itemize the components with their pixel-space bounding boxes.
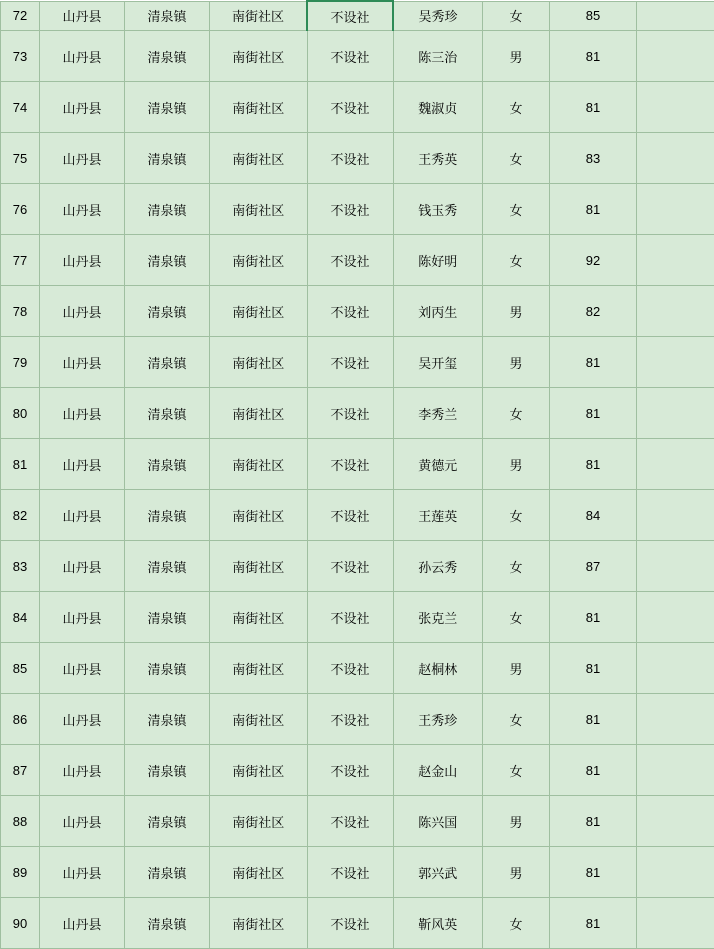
cell-village[interactable]: 南街社区	[210, 82, 308, 133]
cell-group[interactable]: 不设社	[307, 1, 393, 31]
cell-extra[interactable]	[637, 337, 714, 388]
cell-age[interactable]: 81	[550, 898, 637, 949]
cell-age[interactable]: 87	[550, 541, 637, 592]
cell-index[interactable]: 84	[1, 592, 40, 643]
cell-village[interactable]: 南街社区	[210, 235, 308, 286]
cell-extra[interactable]	[637, 1, 714, 31]
cell-group[interactable]: 不设社	[307, 694, 393, 745]
cell-name[interactable]: 黄德元	[393, 439, 483, 490]
cell-group[interactable]: 不设社	[307, 388, 393, 439]
cell-village[interactable]: 南街社区	[210, 388, 308, 439]
cell-town[interactable]: 清泉镇	[125, 745, 210, 796]
cell-village[interactable]: 南街社区	[210, 439, 308, 490]
cell-name[interactable]: 李秀兰	[393, 388, 483, 439]
cell-extra[interactable]	[637, 286, 714, 337]
cell-extra[interactable]	[637, 31, 714, 82]
cell-index[interactable]: 80	[1, 388, 40, 439]
cell-gender[interactable]: 男	[483, 286, 550, 337]
cell-group[interactable]: 不设社	[307, 31, 393, 82]
cell-county[interactable]: 山丹县	[40, 235, 125, 286]
cell-index[interactable]: 75	[1, 133, 40, 184]
cell-index[interactable]: 81	[1, 439, 40, 490]
cell-county[interactable]: 山丹县	[40, 898, 125, 949]
cell-extra[interactable]	[637, 694, 714, 745]
cell-age[interactable]: 81	[550, 796, 637, 847]
cell-age[interactable]: 81	[550, 337, 637, 388]
table-row[interactable]	[1, 337, 714, 388]
table-row[interactable]	[1, 898, 714, 949]
table-row[interactable]	[1, 82, 714, 133]
cell-age[interactable]: 81	[550, 745, 637, 796]
cell-group[interactable]: 不设社	[307, 439, 393, 490]
cell-village[interactable]: 南街社区	[210, 184, 308, 235]
cell-age[interactable]: 81	[550, 439, 637, 490]
cell-extra[interactable]	[637, 541, 714, 592]
cell-town[interactable]: 清泉镇	[125, 184, 210, 235]
table-row[interactable]	[1, 694, 714, 745]
cell-extra[interactable]	[637, 592, 714, 643]
table-row[interactable]	[1, 592, 714, 643]
cell-name[interactable]: 王秀珍	[393, 694, 483, 745]
cell-index[interactable]: 86	[1, 694, 40, 745]
cell-county[interactable]: 山丹县	[40, 847, 125, 898]
cell-name[interactable]: 钱玉秀	[393, 184, 483, 235]
cell-group[interactable]: 不设社	[307, 541, 393, 592]
cell-extra[interactable]	[637, 388, 714, 439]
cell-gender[interactable]: 男	[483, 31, 550, 82]
cell-town[interactable]: 清泉镇	[125, 337, 210, 388]
cell-town[interactable]: 清泉镇	[125, 388, 210, 439]
table-row[interactable]	[1, 133, 714, 184]
cell-gender[interactable]: 男	[483, 643, 550, 694]
cell-name[interactable]: 魏淑贞	[393, 82, 483, 133]
cell-extra[interactable]	[637, 184, 714, 235]
cell-index[interactable]: 78	[1, 286, 40, 337]
cell-village[interactable]: 南街社区	[210, 796, 308, 847]
cell-village[interactable]: 南街社区	[210, 898, 308, 949]
cell-extra[interactable]	[637, 235, 714, 286]
cell-name[interactable]: 王秀英	[393, 133, 483, 184]
table-row[interactable]	[1, 490, 714, 541]
cell-gender[interactable]: 女	[483, 745, 550, 796]
cell-extra[interactable]	[637, 133, 714, 184]
cell-index[interactable]: 83	[1, 541, 40, 592]
cell-village[interactable]: 南街社区	[210, 337, 308, 388]
cell-county[interactable]: 山丹县	[40, 745, 125, 796]
cell-village[interactable]: 南街社区	[210, 1, 308, 31]
cell-name[interactable]: 郭兴武	[393, 847, 483, 898]
cell-group[interactable]: 不设社	[307, 796, 393, 847]
cell-age[interactable]: 81	[550, 31, 637, 82]
cell-gender[interactable]: 女	[483, 694, 550, 745]
cell-gender[interactable]: 女	[483, 133, 550, 184]
cell-county[interactable]: 山丹县	[40, 694, 125, 745]
table-row[interactable]	[1, 184, 714, 235]
cell-county[interactable]: 山丹县	[40, 337, 125, 388]
cell-group[interactable]: 不设社	[307, 643, 393, 694]
table-row[interactable]	[1, 286, 714, 337]
cell-gender[interactable]: 女	[483, 235, 550, 286]
cell-town[interactable]: 清泉镇	[125, 82, 210, 133]
cell-gender[interactable]: 女	[483, 490, 550, 541]
cell-village[interactable]: 南街社区	[210, 847, 308, 898]
cell-index[interactable]: 90	[1, 898, 40, 949]
table-row[interactable]	[1, 745, 714, 796]
cell-index[interactable]: 87	[1, 745, 40, 796]
cell-village[interactable]: 南街社区	[210, 745, 308, 796]
table-row[interactable]	[1, 235, 714, 286]
cell-group[interactable]: 不设社	[307, 184, 393, 235]
cell-town[interactable]: 清泉镇	[125, 898, 210, 949]
cell-age[interactable]: 81	[550, 184, 637, 235]
cell-gender[interactable]: 女	[483, 82, 550, 133]
cell-name[interactable]: 刘丙生	[393, 286, 483, 337]
cell-index[interactable]: 76	[1, 184, 40, 235]
cell-village[interactable]: 南街社区	[210, 541, 308, 592]
cell-town[interactable]: 清泉镇	[125, 847, 210, 898]
cell-gender[interactable]: 女	[483, 541, 550, 592]
cell-name[interactable]: 吴秀珍	[393, 1, 483, 31]
cell-village[interactable]: 南街社区	[210, 286, 308, 337]
cell-name[interactable]: 陈兴国	[393, 796, 483, 847]
cell-extra[interactable]	[637, 898, 714, 949]
table-row[interactable]	[1, 541, 714, 592]
cell-town[interactable]: 清泉镇	[125, 541, 210, 592]
cell-county[interactable]: 山丹县	[40, 184, 125, 235]
cell-village[interactable]: 南街社区	[210, 31, 308, 82]
cell-county[interactable]: 山丹县	[40, 82, 125, 133]
cell-county[interactable]: 山丹县	[40, 643, 125, 694]
cell-town[interactable]: 清泉镇	[125, 643, 210, 694]
cell-name[interactable]: 赵桐林	[393, 643, 483, 694]
cell-gender[interactable]: 男	[483, 337, 550, 388]
cell-county[interactable]: 山丹县	[40, 31, 125, 82]
cell-group[interactable]: 不设社	[307, 337, 393, 388]
cell-extra[interactable]	[637, 82, 714, 133]
cell-name[interactable]: 赵金山	[393, 745, 483, 796]
cell-age[interactable]: 85	[550, 1, 637, 31]
cell-age[interactable]: 82	[550, 286, 637, 337]
cell-index[interactable]: 77	[1, 235, 40, 286]
cell-gender[interactable]: 女	[483, 592, 550, 643]
cell-index[interactable]: 79	[1, 337, 40, 388]
table-row[interactable]	[1, 643, 714, 694]
cell-name[interactable]: 靳风英	[393, 898, 483, 949]
cell-county[interactable]: 山丹县	[40, 388, 125, 439]
cell-county[interactable]: 山丹县	[40, 541, 125, 592]
cell-group[interactable]: 不设社	[307, 490, 393, 541]
cell-group[interactable]: 不设社	[307, 847, 393, 898]
cell-gender[interactable]: 女	[483, 1, 550, 31]
cell-extra[interactable]	[637, 490, 714, 541]
cell-group[interactable]: 不设社	[307, 592, 393, 643]
cell-extra[interactable]	[637, 796, 714, 847]
cell-village[interactable]: 南街社区	[210, 490, 308, 541]
cell-town[interactable]: 清泉镇	[125, 133, 210, 184]
cell-group[interactable]: 不设社	[307, 745, 393, 796]
table-row[interactable]	[1, 388, 714, 439]
cell-index[interactable]: 82	[1, 490, 40, 541]
cell-index[interactable]: 73	[1, 31, 40, 82]
cell-extra[interactable]	[637, 847, 714, 898]
cell-town[interactable]: 清泉镇	[125, 439, 210, 490]
cell-extra[interactable]	[637, 745, 714, 796]
cell-town[interactable]: 清泉镇	[125, 286, 210, 337]
cell-village[interactable]: 南街社区	[210, 643, 308, 694]
table-row[interactable]	[1, 31, 714, 82]
cell-extra[interactable]	[637, 643, 714, 694]
table-row[interactable]	[1, 439, 714, 490]
cell-town[interactable]: 清泉镇	[125, 796, 210, 847]
cell-group[interactable]: 不设社	[307, 82, 393, 133]
cell-age[interactable]: 81	[550, 643, 637, 694]
cell-age[interactable]: 92	[550, 235, 637, 286]
cell-name[interactable]: 王莲英	[393, 490, 483, 541]
cell-town[interactable]: 清泉镇	[125, 31, 210, 82]
cell-town[interactable]: 清泉镇	[125, 235, 210, 286]
cell-village[interactable]: 南街社区	[210, 694, 308, 745]
cell-gender[interactable]: 女	[483, 898, 550, 949]
cell-extra[interactable]	[637, 439, 714, 490]
cell-county[interactable]: 山丹县	[40, 133, 125, 184]
cell-county[interactable]: 山丹县	[40, 286, 125, 337]
cell-age[interactable]: 81	[550, 388, 637, 439]
cell-county[interactable]: 山丹县	[40, 439, 125, 490]
cell-county[interactable]: 山丹县	[40, 1, 125, 31]
table-body	[1, 1, 714, 949]
table-row[interactable]	[1, 847, 714, 898]
cell-gender[interactable]: 男	[483, 796, 550, 847]
cell-town[interactable]: 清泉镇	[125, 1, 210, 31]
cell-name[interactable]: 吴开玺	[393, 337, 483, 388]
cell-age[interactable]: 84	[550, 490, 637, 541]
cell-name[interactable]: 陈三治	[393, 31, 483, 82]
cell-name[interactable]: 张克兰	[393, 592, 483, 643]
cell-county[interactable]: 山丹县	[40, 490, 125, 541]
cell-index[interactable]: 85	[1, 643, 40, 694]
cell-group[interactable]: 不设社	[307, 286, 393, 337]
cell-town[interactable]: 清泉镇	[125, 592, 210, 643]
cell-group[interactable]: 不设社	[307, 235, 393, 286]
cell-age[interactable]: 81	[550, 82, 637, 133]
cell-index[interactable]: 89	[1, 847, 40, 898]
cell-name[interactable]: 陈好明	[393, 235, 483, 286]
cell-group[interactable]: 不设社	[307, 898, 393, 949]
cell-village[interactable]: 南街社区	[210, 592, 308, 643]
cell-county[interactable]: 山丹县	[40, 796, 125, 847]
cell-village[interactable]: 南街社区	[210, 133, 308, 184]
cell-index[interactable]: 74	[1, 82, 40, 133]
cell-gender[interactable]: 男	[483, 847, 550, 898]
cell-age[interactable]: 83	[550, 133, 637, 184]
cell-county[interactable]: 山丹县	[40, 592, 125, 643]
cell-gender[interactable]: 女	[483, 388, 550, 439]
cell-age[interactable]: 81	[550, 592, 637, 643]
cell-index[interactable]: 88	[1, 796, 40, 847]
cell-town[interactable]: 清泉镇	[125, 490, 210, 541]
cell-name[interactable]: 孙云秀	[393, 541, 483, 592]
cell-age[interactable]: 81	[550, 694, 637, 745]
cell-gender[interactable]: 女	[483, 184, 550, 235]
cell-gender[interactable]: 男	[483, 439, 550, 490]
cell-age[interactable]: 81	[550, 847, 637, 898]
cell-group[interactable]: 不设社	[307, 133, 393, 184]
table-row[interactable]	[1, 796, 714, 847]
cell-town[interactable]: 清泉镇	[125, 694, 210, 745]
cell-index[interactable]: 72	[1, 1, 40, 31]
table-row[interactable]	[1, 1, 714, 31]
